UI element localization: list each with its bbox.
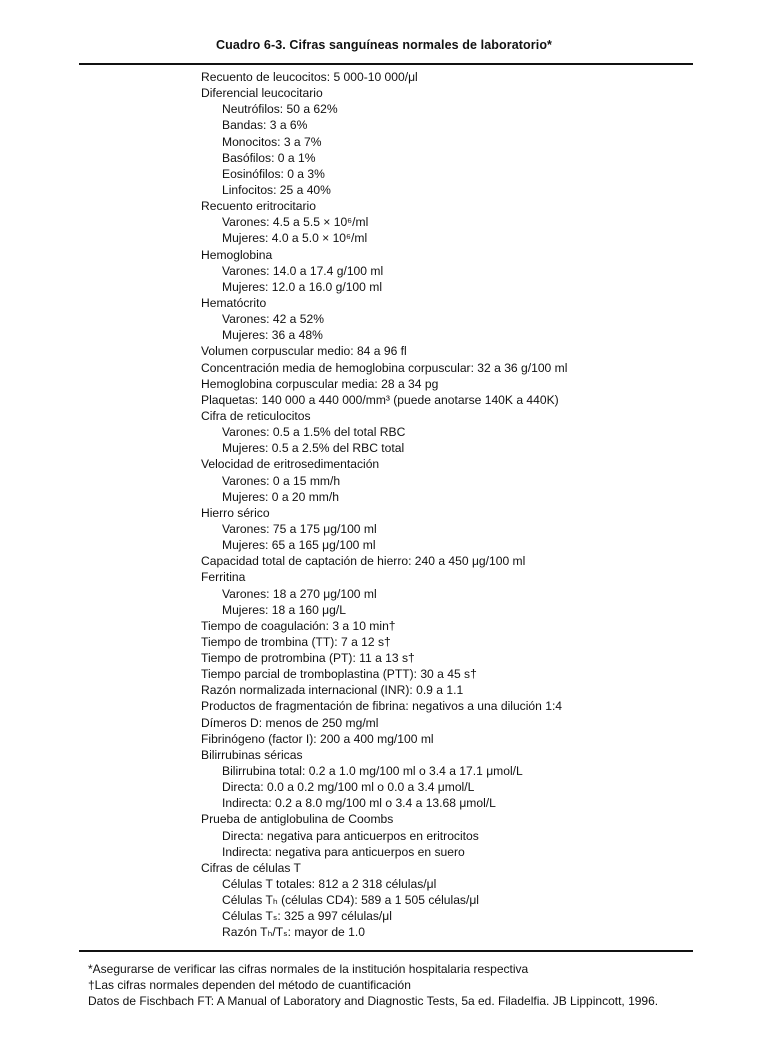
table-row: Ferritina bbox=[201, 570, 246, 585]
table-row: Hemoglobina corpuscular media: 28 a 34 pg bbox=[201, 376, 439, 391]
top-rule bbox=[79, 63, 693, 65]
table-subrow: Monocitos: 3 a 7% bbox=[222, 134, 322, 149]
table-subrow: Mujeres: 12.0 a 16.0 g/100 ml bbox=[222, 279, 383, 294]
bottom-rule bbox=[79, 950, 693, 952]
table-row: Recuento eritrocitario bbox=[201, 199, 316, 214]
table-subrow: Varones: 0.5 a 1.5% del total RBC bbox=[222, 425, 406, 440]
footnote-dagger: †Las cifras normales dependen del método de cuantificación bbox=[88, 978, 411, 993]
table-subrow: Linfocitos: 25 a 40% bbox=[222, 182, 331, 197]
table-row: Dímeros D: menos de 250 mg/ml bbox=[201, 715, 379, 730]
table-subrow: Indirecta: 0.2 a 8.0 mg/100 ml o 3.4 a 13.68 μmol/L bbox=[222, 796, 496, 811]
table-subrow: Mujeres: 18 a 160 μg/L bbox=[222, 602, 346, 617]
table-row: Hematócrito bbox=[201, 295, 267, 310]
table-subrow: Células Tₕ (células CD4): 589 a 1 505 células/μl bbox=[222, 893, 479, 908]
table-subrow: Varones: 42 a 52% bbox=[222, 312, 324, 327]
table-title: Cuadro 6-3. Cifras sanguíneas normales de laboratorio* bbox=[215, 38, 553, 52]
source-citation: Datos de Fischbach FT: A Manual of Laboratory and Diagnostic Tests, 5a ed. Filadelfia. JB Lippincott, 1996. bbox=[88, 994, 659, 1009]
table-row: Tiempo de trombina (TT): 7 a 12 s† bbox=[201, 634, 391, 649]
table-row: Tiempo de coagulación: 3 a 10 min† bbox=[201, 618, 396, 633]
table-row: Capacidad total de captación de hierro: 240 a 450 μg/100 ml bbox=[201, 554, 526, 569]
table-subrow: Mujeres: 4.0 a 5.0 × 10⁶/ml bbox=[222, 231, 368, 246]
lab-values-table bbox=[201, 69, 701, 941]
table-subrow: Células Tₛ: 325 a 997 células/μl bbox=[222, 909, 392, 924]
table-row: Diferencial leucocitario bbox=[201, 86, 323, 101]
table-subrow: Varones: 0 a 15 mm/h bbox=[222, 473, 341, 488]
table-subrow: Eosinófilos: 0 a 3% bbox=[222, 166, 325, 181]
table-subrow: Directa: negativa para anticuerpos en eritrocitos bbox=[222, 828, 479, 843]
table-row: Cifra de reticulocitos bbox=[201, 408, 311, 423]
table-row: Fibrinógeno (factor I): 200 a 400 mg/100 ml bbox=[201, 731, 434, 746]
table-subrow: Mujeres: 36 a 48% bbox=[222, 328, 323, 343]
table-row: Concentración media de hemoglobina corpuscular: 32 a 36 g/100 ml bbox=[201, 360, 568, 375]
table-row: Volumen corpuscular medio: 84 a 96 fl bbox=[201, 344, 407, 359]
table-subrow: Mujeres: 65 a 165 μg/100 ml bbox=[222, 538, 376, 553]
table-row: Plaquetas: 140 000 a 440 000/mm³ (puede anotarse 140K a 440K) bbox=[201, 392, 559, 407]
table-subrow: Mujeres: 0.5 a 2.5% del RBC total bbox=[222, 441, 405, 456]
table-subrow: Basófilos: 0 a 1% bbox=[222, 150, 316, 165]
table-row: Velocidad de eritrosedimentación bbox=[201, 457, 380, 472]
table-row: Tiempo parcial de tromboplastina (PTT): 30 a 45 s† bbox=[201, 667, 477, 682]
table-subrow: Bandas: 3 a 6% bbox=[222, 118, 308, 133]
table-subrow: Mujeres: 0 a 20 mm/h bbox=[222, 489, 339, 504]
table-subrow: Varones: 75 a 175 μg/100 ml bbox=[222, 521, 377, 536]
table-row: Prueba de antiglobulina de Coombs bbox=[201, 812, 394, 827]
table-row: Hemoglobina bbox=[201, 247, 273, 262]
table-row: Tiempo de protrombina (PT): 11 a 13 s† bbox=[201, 651, 415, 666]
table-row: Productos de fragmentación de fibrina: negativos a una dilución 1:4 bbox=[201, 699, 563, 714]
table-subrow: Directa: 0.0 a 0.2 mg/100 ml o 0.0 a 3.4 μmol/L bbox=[222, 780, 475, 795]
table-row: Bilirrubinas séricas bbox=[201, 747, 303, 762]
table-subrow: Varones: 18 a 270 μg/100 ml bbox=[222, 586, 377, 601]
table-row: Razón normalizada internacional (INR): 0.9 a 1.1 bbox=[201, 683, 464, 698]
table-notes bbox=[79, 961, 699, 1010]
table-subrow: Neutrófilos: 50 a 62% bbox=[222, 102, 338, 117]
table-subrow: Bilirrubina total: 0.2 a 1.0 mg/100 ml o 3.4 a 17.1 μmol/L bbox=[222, 764, 523, 779]
table-subrow: Varones: 4.5 a 5.5 × 10⁶/ml bbox=[222, 215, 369, 230]
table-row: Recuento de leucocitos: 5 000-10 000/μl bbox=[201, 70, 418, 84]
table-row: Hierro sérico bbox=[201, 505, 270, 520]
table-subrow: Varones: 14.0 a 17.4 g/100 ml bbox=[222, 263, 384, 278]
table-subrow: Razón Tₕ/Tₛ: mayor de 1.0 bbox=[222, 925, 365, 940]
table-subrow: Indirecta: negativa para anticuerpos en suero bbox=[222, 844, 465, 859]
table-row: Cifras de células T bbox=[201, 860, 301, 875]
table-subrow: Células T totales: 812 a 2 318 células/μl bbox=[222, 877, 437, 892]
footnote-asterisk: *Asegurarse de verificar las cifras normales de la institución hospitalaria respectiva bbox=[88, 962, 529, 976]
